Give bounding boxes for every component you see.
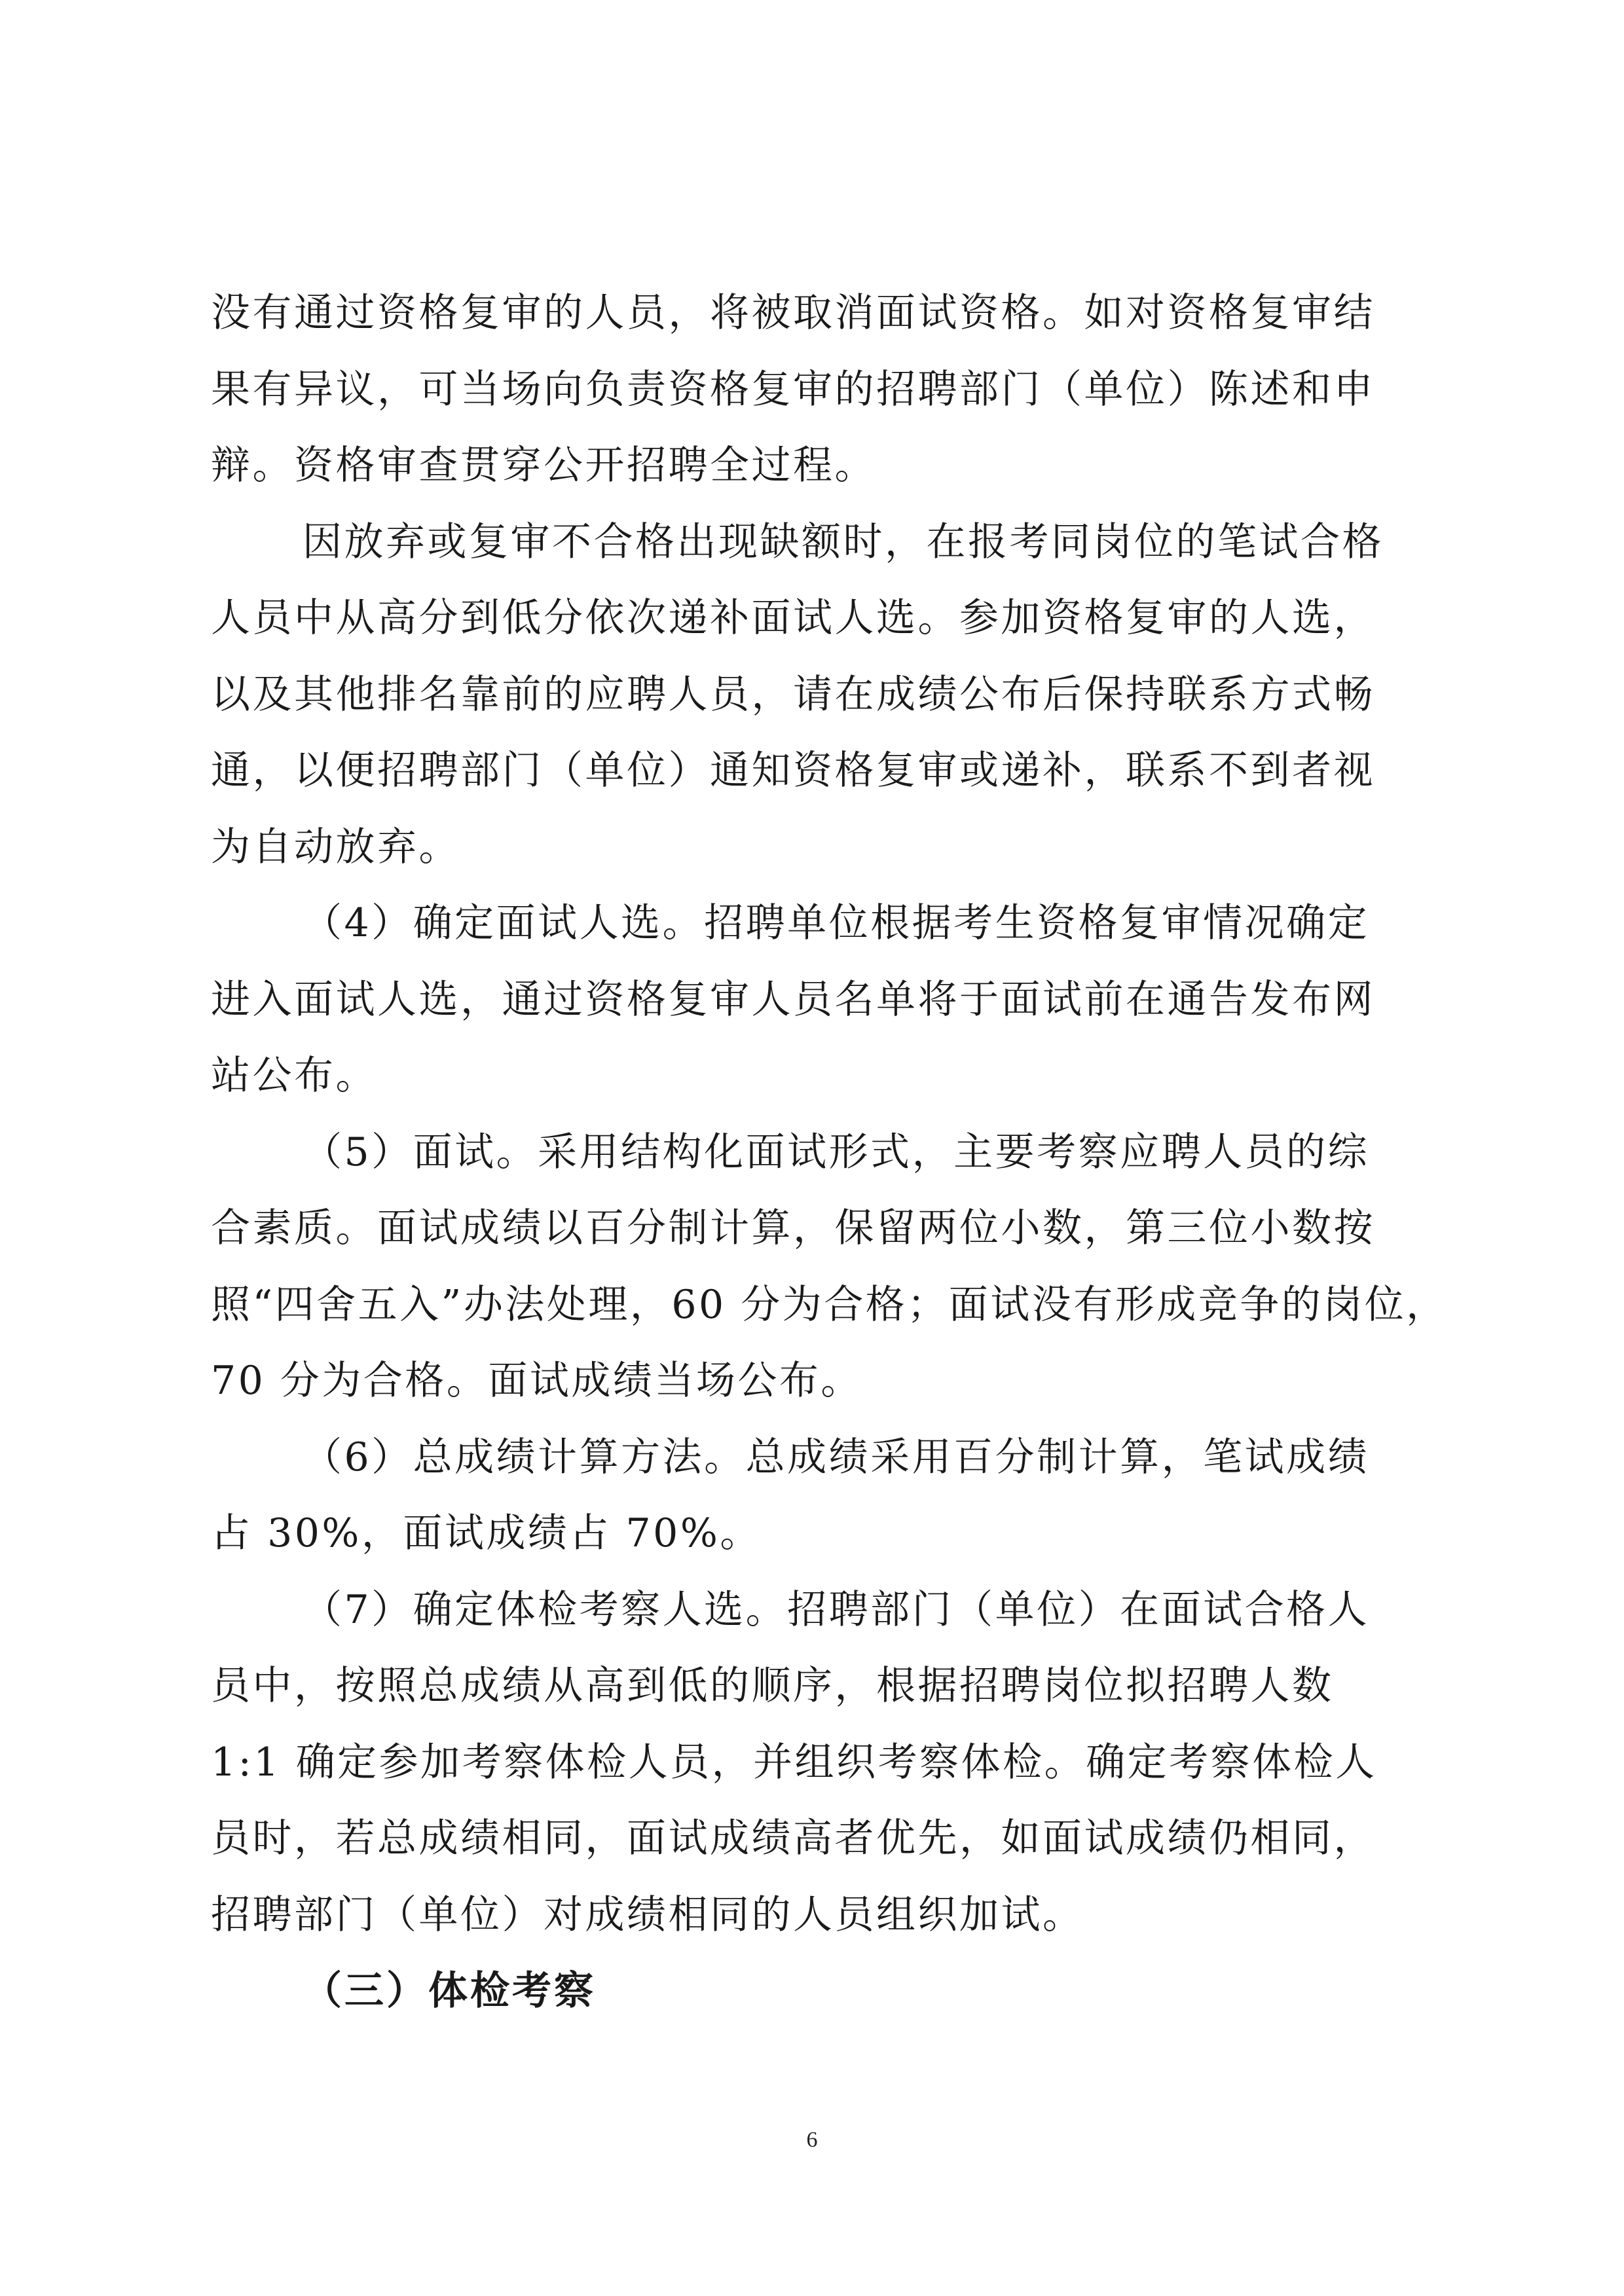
text-line: 站公布。 — [211, 1053, 377, 1099]
page-number: 6 — [806, 2128, 818, 2152]
text-line: 为自动放弃。 — [211, 824, 460, 870]
text-line: 以及其他排名靠前的应聘人员，请在成绩公布后保持联系方式畅 — [211, 671, 1375, 718]
section-heading: （三）体检考察 — [303, 1968, 596, 2014]
text-line: 合素质。面试成绩以百分制计算，保留两位小数，第三位小数按 — [211, 1205, 1375, 1251]
paragraph-start-line: 因放弃或复审不合格出现缺额时，在报考同岗位的笔试合格 — [303, 519, 1384, 565]
text-line: 果有异议，可当场向负责资格复审的招聘部门（单位）陈述和申 — [211, 366, 1375, 412]
text-line: 1:1 确定参加考察体检人员，并组织考察体检。确定考察体检人 — [211, 1739, 1377, 1785]
text-line: 辩。资格审查贯穿公开招聘全过程。 — [211, 443, 876, 488]
paragraph-start-line: （5）面试。采用结构化面试形式，主要考察应聘人员的综 — [303, 1129, 1370, 1175]
text-line: 通，以便招聘部门（单位）通知资格复审或递补，联系不到者视 — [211, 748, 1375, 793]
text-line: 没有通过资格复审的人员，将被取消面试资格。如对资格复审结 — [211, 290, 1375, 336]
text-line: 70 分为合格。面试成绩当场公布。 — [211, 1358, 862, 1404]
paragraph-start-line: （6）总成绩计算方法。总成绩采用百分制计算，笔试成绩 — [303, 1434, 1370, 1480]
text-line: 招聘部门（单位）对成绩相同的人员组织加试。 — [211, 1891, 1084, 1938]
text-line: 员中，按照总成绩从高到低的顺序，根据招聘岗位拟招聘人数 — [211, 1663, 1334, 1709]
paragraph-start-line: （7）确定体检考察人选。招聘部门（单位）在面试合格人 — [303, 1586, 1370, 1633]
text-line: 进入面试人选，通过资格复审人员名单将于面试前在通告发布网 — [211, 976, 1375, 1023]
body-text — [211, 275, 1448, 2030]
paragraph-start-line: （4）确定面试人选。招聘单位根据考生资格复审情况确定 — [303, 900, 1370, 946]
text-line: 人员中从高分到低分依次递补面试人选。参加资格复审的人选， — [211, 595, 1375, 641]
text-line: 员时，若总成绩相同，面试成绩高者优先，如面试成绩仍相同， — [211, 1815, 1375, 1861]
text-line: 占 30%，面试成绩占 70%。 — [211, 1510, 762, 1556]
text-line: 照“四舍五入”办法处理，60 分为合格；面试没有形成竞争的岗位， — [211, 1281, 1448, 1328]
